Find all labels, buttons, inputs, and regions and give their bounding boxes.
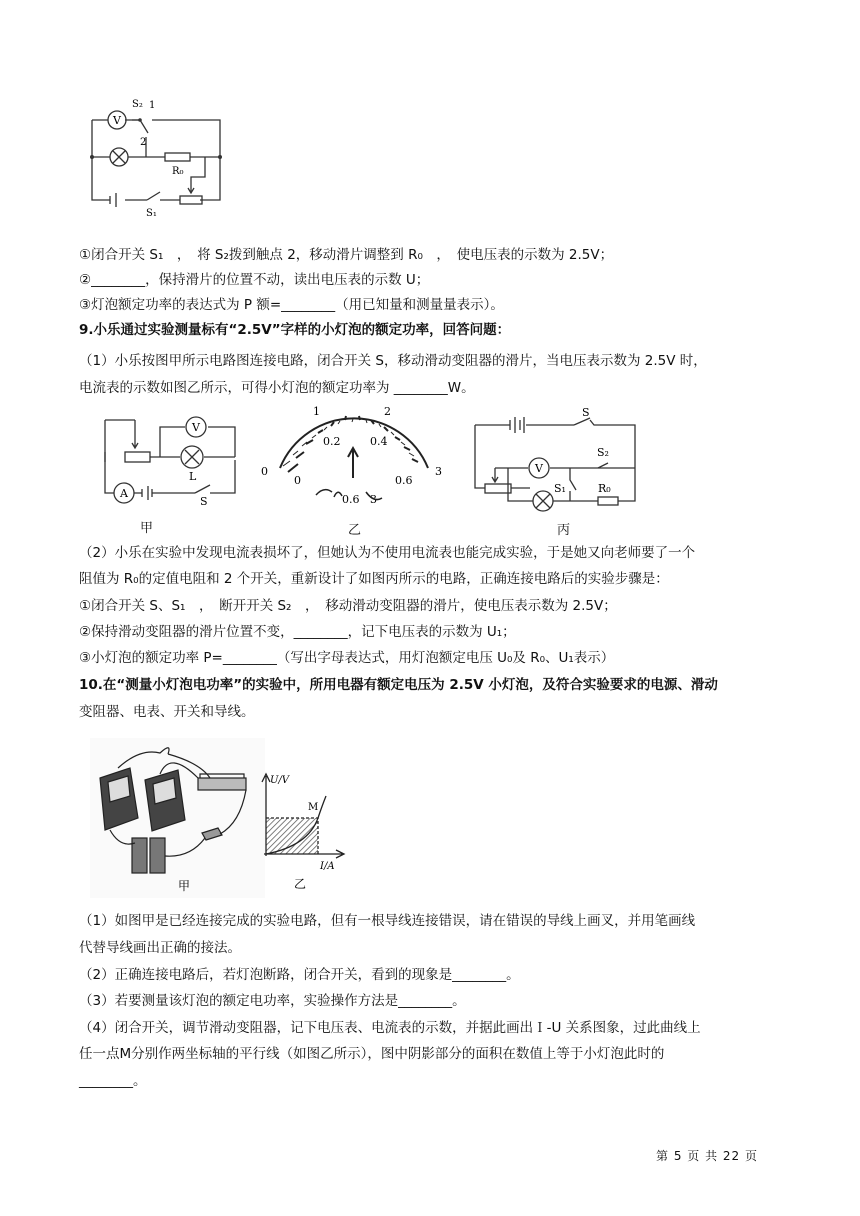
fig-jia-caption: 甲 — [140, 521, 154, 536]
q10-fig-jia-caption: 甲 — [178, 879, 191, 893]
dial-tick-2: 2 — [384, 405, 391, 418]
dial-tick-0-inner: 0 — [294, 474, 301, 487]
q8-step2: ②________，保持滑片的位置不动，读出电压表的示数 U； — [79, 272, 430, 288]
r0-label: R₀ — [172, 166, 184, 177]
jia-lamp-label: L — [189, 470, 197, 483]
bing-s2-label: S₂ — [597, 446, 609, 459]
contact-2-label: 2 — [140, 137, 147, 148]
bing-r0-label: R₀ — [598, 482, 611, 495]
q9-fig-yi-ammeter-dial — [258, 400, 448, 515]
q8-step1: ①闭合开关 S₁ ， 将 S₂拨到触点 2，移动滑片调整到 R₀ ， 使电压表的示数为 2.5V； — [79, 247, 614, 263]
q10-title-b: 变阻器、电表、开关和导线。 — [79, 704, 255, 720]
q10-p3: （3）若要测量该灯泡的额定电功率，实验操作方法是________。 — [79, 993, 466, 1009]
s1-label: S₁ — [146, 208, 157, 219]
jia-voltmeter-label: V — [192, 421, 200, 434]
contact-1-label: 1 — [149, 100, 156, 111]
jia-ammeter-label: A — [120, 487, 128, 500]
q9-title: 9.小乐通过实验测量标有“2.5V”字样的小灯泡的额定功率，回答问题： — [79, 322, 511, 338]
dial-tick-0.6: 0.6 — [395, 474, 413, 487]
point-m-label: M — [308, 802, 319, 813]
q8-step3: ③灯泡额定功率的表达式为 P 额=________（用已知量和测量量表示）。 — [79, 297, 504, 313]
page-footer: 第 5 页 共 22 页 — [656, 1149, 758, 1163]
q9-step2: ②保持滑动变阻器的滑片位置不变，________，记下电压表的示数为 U₁； — [79, 624, 516, 640]
fig-yi-caption: 乙 — [348, 523, 362, 538]
dial-tick-0-outer: 0 — [261, 465, 268, 478]
voltmeter-label: V — [113, 114, 121, 127]
q9-p1a: （1）小乐按图甲所示电路图连接电路，闭合开关 S，移动滑动变阻器的滑片，当电压表示数为 2.5V 时， — [79, 353, 707, 369]
q10-p4c: ________。 — [79, 1073, 147, 1089]
q8-circuit-diagram — [80, 95, 230, 220]
bing-s1-label: S₁ — [554, 482, 566, 495]
q10-p4b: 任一点M分别作两坐标轴的平行线（如图乙所示），图中阴影部分的面积在数值上等于小灯泡此时的 — [79, 1046, 665, 1062]
q9-p1b: 电流表的示数如图乙所示，可得小灯泡的额定功率为 ________W。 — [79, 380, 475, 396]
q9-step1: ①闭合开关 S、S₁ ， 断开开关 S₂ ， 移动滑动变阻器的滑片，使电压表示数为 2.5V； — [79, 598, 617, 614]
q9-fig-jia-circuit — [100, 410, 240, 505]
dial-tick-3: 3 — [435, 465, 442, 478]
q10-p2: （2）正确连接电路后，若灯泡断路，闭合开关，看到的现象是________。 — [79, 967, 520, 983]
q10-fig-yi-caption: 乙 — [294, 877, 307, 890]
terminal-3-label: 3 — [370, 493, 377, 506]
dial-tick-0.2: 0.2 — [323, 435, 341, 448]
s2-label: S₂ — [132, 99, 143, 110]
q10-fig-yi-ui-graph — [258, 768, 353, 890]
q10-title-a: 10.在“测量小灯泡电功率”的实验中，所用电器有额定电压为 2.5V 小灯泡，及符合实验要求的电源、滑动 — [79, 677, 718, 693]
axis-i-label: I/A — [320, 861, 335, 872]
q10-p1a: （1）如图甲是已经连接完成的实验电路，但有一根导线连接错误，请在错误的导线上画叉，并用笔画线 — [79, 913, 696, 929]
dial-tick-0.4: 0.4 — [370, 435, 388, 448]
q9-p2a: （2）小乐在实验中发现电流表损坏了，但她认为不使用电流表也能完成实验，于是她又向老师要了一个 — [79, 545, 696, 561]
bing-s-label: S — [582, 408, 590, 419]
q10-p1b: 代替导线画出正确的接法。 — [79, 940, 241, 956]
bing-voltmeter-label: V — [535, 462, 543, 475]
q9-p2b: 阻值为 R₀的定值电阻和 2 个开关，重新设计了如图丙所示的电路，正确连接电路后的实验步骤是： — [79, 571, 669, 587]
fig-bing-caption: 丙 — [557, 523, 571, 538]
axis-u-label: U/V — [270, 775, 290, 786]
terminal-0.6-label: 0.6 — [342, 493, 360, 506]
q9-fig-bing-circuit — [470, 408, 645, 513]
dial-tick-1: 1 — [313, 405, 320, 418]
q10-fig-jia-apparatus — [90, 738, 265, 898]
jia-switch-label: S — [200, 495, 208, 505]
q9-step3: ③小灯泡的额定功率 P=________（写出字母表达式，用灯泡额定电压 U₀及 R₀、U₁表示） — [79, 650, 615, 666]
q10-p4a: （4）闭合开关，调节滑动变阻器，记下电压表、电流表的示数，并据此画出Ｉ-U 关系图象，过此曲线上 — [79, 1020, 701, 1036]
